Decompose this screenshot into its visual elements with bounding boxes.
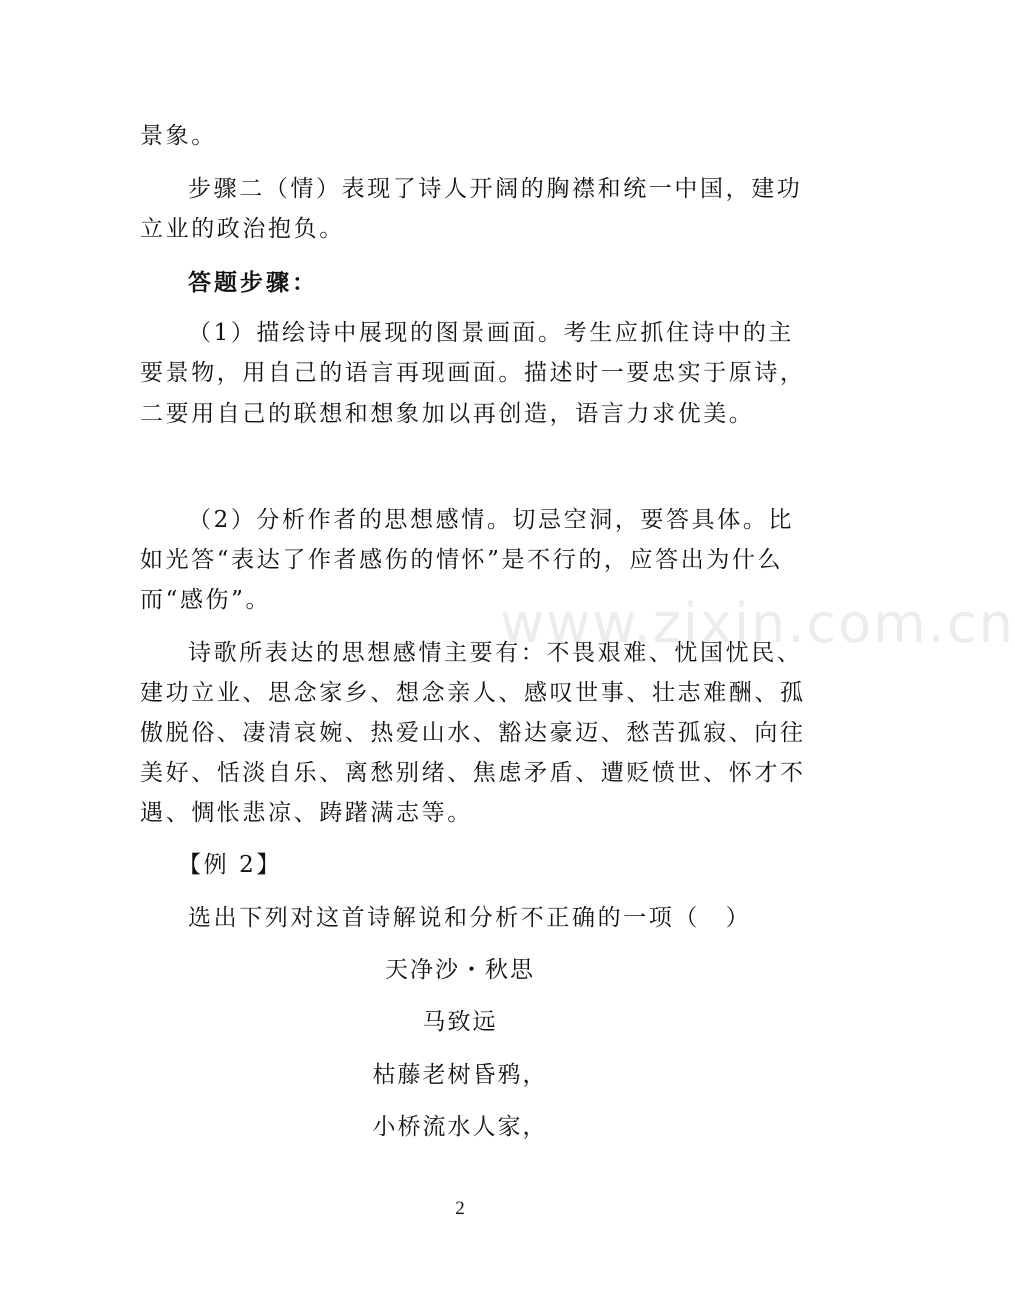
paragraph-line: （2）分析作者的思想感情。切忌空洞，要答具体。比	[188, 507, 795, 533]
paragraph-line: 遇、惆怅悲凉、踌躇满志等。	[140, 800, 473, 826]
paragraph-line: 要景物，用自己的语言再现画面。描述时一要忠实于原诗，	[140, 360, 806, 386]
poem-line: 枯藤老树昏鸦，	[372, 1062, 548, 1088]
poem-line: 小桥流水人家，	[372, 1114, 548, 1140]
paragraph-line: 立业的政治抱负。	[140, 216, 345, 242]
paragraph-line: 如光答“表达了作者感伤的情怀”是不行的，应答出为什么	[140, 547, 784, 573]
paragraph-line: 傲脱俗、凄清哀婉、热爱山水、豁达豪迈、愁苦孤寂、向往	[140, 720, 806, 746]
paragraph-line: 诗歌所表达的思想感情主要有：不畏艰难、忧国忧民、	[188, 640, 803, 666]
paragraph-line: 建功立业、思念家乡、想念亲人、感叹世事、壮志难酬、孤	[140, 680, 806, 706]
question-line: 选出下列对这首诗解说和分析不正确的一项（ ）	[188, 905, 752, 931]
paragraph-line: 景象。	[140, 123, 217, 149]
paragraph-line: 美好、恬淡自乐、离愁别绪、焦虑矛盾、遭贬愤世、怀才不	[140, 760, 806, 786]
poem-author: 马致远	[422, 1009, 498, 1035]
paragraph-line: 步骤二（情）表现了诗人开阔的胸襟和统一中国，建功	[188, 176, 803, 202]
paragraph-line: （1）描绘诗中展现的图景画面。考生应抓住诗中的主	[188, 320, 795, 346]
page-number: 2	[455, 1198, 465, 1219]
poem-title: 天净沙・秋思	[385, 957, 535, 983]
example-label: 【例 2】	[178, 852, 282, 878]
paragraph-line: 二要用自己的联想和想象加以再创造，语言力求优美。	[140, 401, 755, 427]
watermark: www.zixin.com.cn	[500, 592, 1015, 655]
section-heading: 答题步骤：	[188, 270, 318, 296]
paragraph-line: 而“感伤”。	[140, 587, 272, 613]
